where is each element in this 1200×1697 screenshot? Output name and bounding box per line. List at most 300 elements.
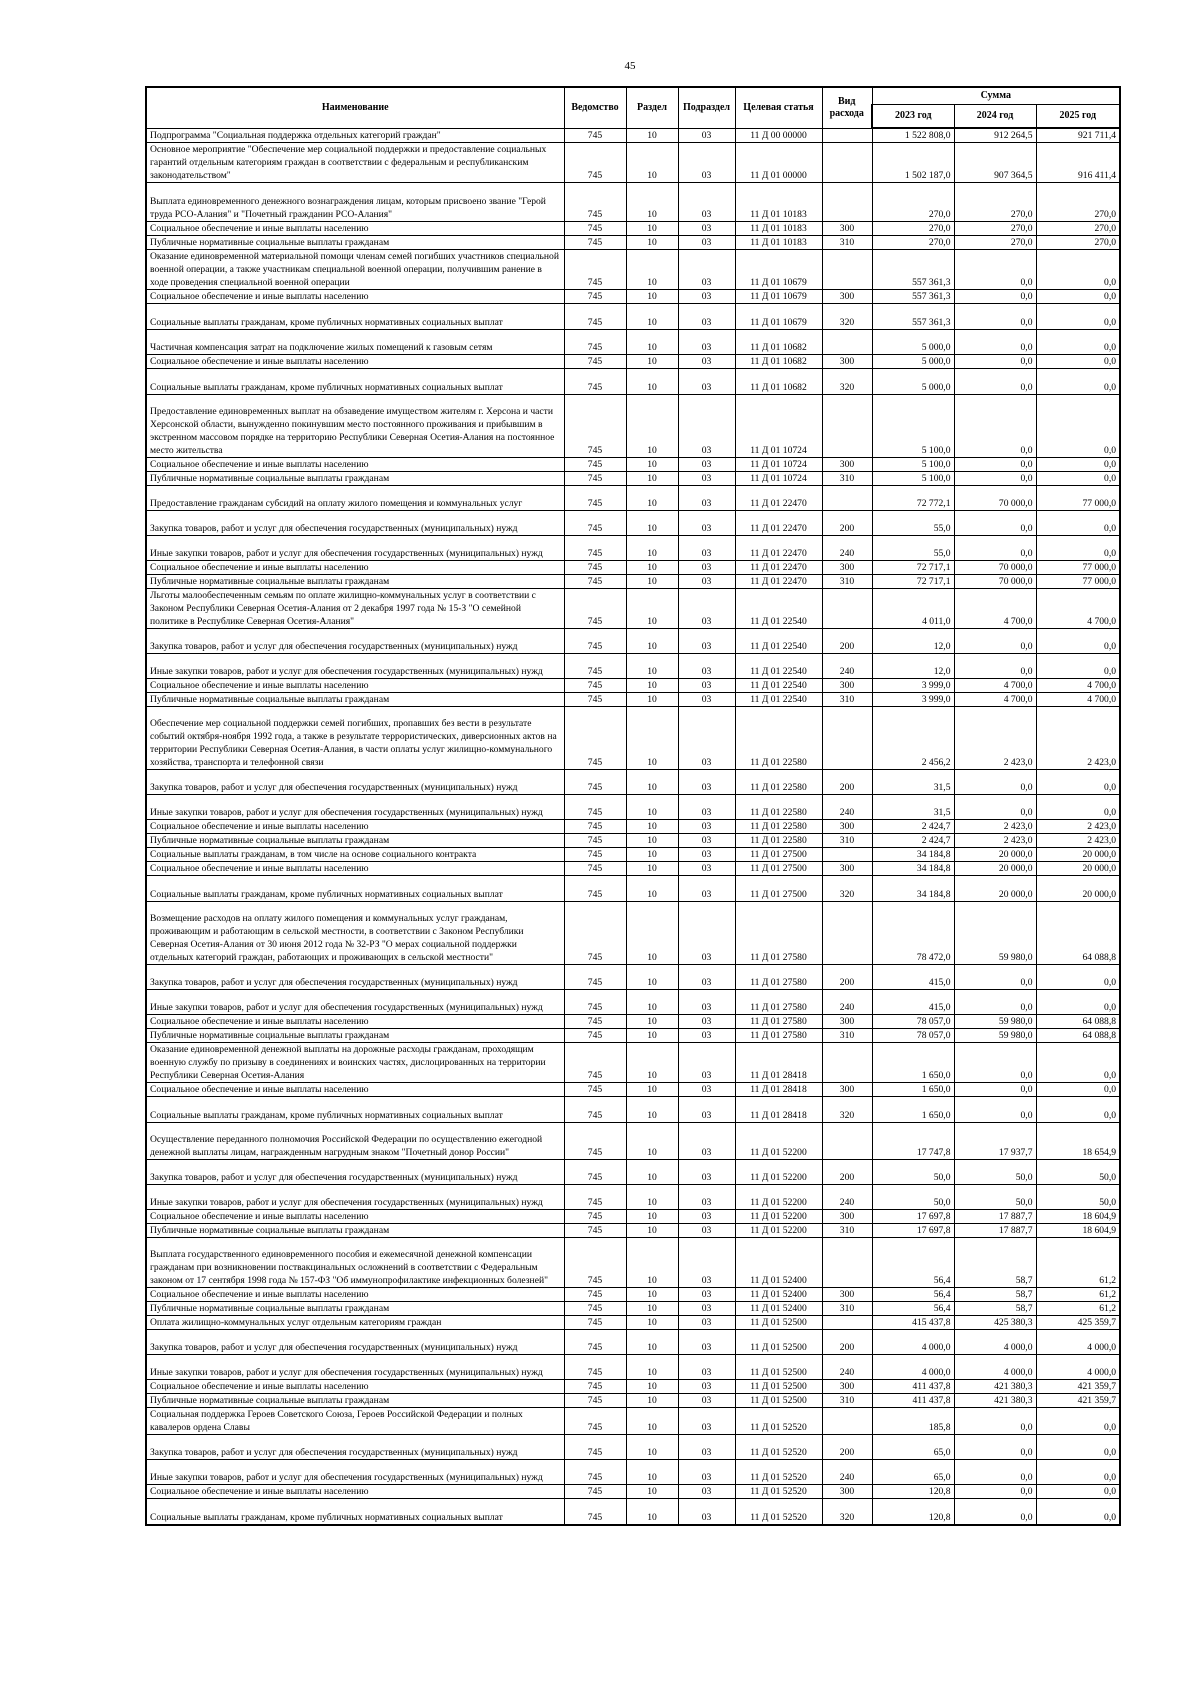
row-expense: 300 bbox=[822, 1288, 872, 1302]
row-sum-2023: 78 057,0 bbox=[872, 1015, 954, 1029]
row-subsection: 03 bbox=[678, 965, 735, 990]
table-row bbox=[146, 236, 1120, 250]
row-name: Социальное обеспечение и иные выплаты населению bbox=[146, 862, 564, 876]
row-expense: 200 bbox=[822, 1330, 872, 1355]
row-subsection: 03 bbox=[678, 679, 735, 693]
table-row bbox=[146, 707, 1120, 770]
table-row bbox=[146, 1123, 1120, 1160]
row-section: 10 bbox=[626, 1097, 678, 1123]
row-dept: 745 bbox=[564, 1499, 626, 1525]
row-section: 10 bbox=[626, 1394, 678, 1408]
row-sum-2024: 59 980,0 bbox=[954, 902, 1036, 965]
row-sum-2025: 0,0 bbox=[1036, 458, 1120, 472]
row-sum-2025: 270,0 bbox=[1036, 183, 1120, 222]
row-section: 10 bbox=[626, 1160, 678, 1185]
row-expense: 310 bbox=[822, 472, 872, 486]
row-sum-2024: 70 000,0 bbox=[954, 575, 1036, 589]
row-sum-2025: 0,0 bbox=[1036, 1097, 1120, 1123]
row-sum-2024: 20 000,0 bbox=[954, 876, 1036, 902]
row-sum-2025: 921 711,4 bbox=[1036, 128, 1120, 143]
row-sum-2024: 0,0 bbox=[954, 1083, 1036, 1097]
row-expense: 200 bbox=[822, 629, 872, 654]
row-target: 11 Д 01 22470 bbox=[735, 561, 822, 575]
row-sum-2023: 5 000,0 bbox=[872, 369, 954, 395]
row-sum-2025: 77 000,0 bbox=[1036, 486, 1120, 511]
row-dept: 745 bbox=[564, 1210, 626, 1224]
row-sum-2023: 5 000,0 bbox=[872, 330, 954, 355]
row-expense: 240 bbox=[822, 654, 872, 679]
row-expense bbox=[822, 848, 872, 862]
row-name: Закупка товаров, работ и услуг для обеспечения государственных (муниципальных) нужд bbox=[146, 629, 564, 654]
row-sum-2023: 55,0 bbox=[872, 536, 954, 561]
row-section: 10 bbox=[626, 395, 678, 458]
table-row bbox=[146, 965, 1120, 990]
row-sum-2024: 0,0 bbox=[954, 536, 1036, 561]
row-sum-2023: 557 361,3 bbox=[872, 250, 954, 290]
row-subsection: 03 bbox=[678, 355, 735, 369]
row-sum-2025: 0,0 bbox=[1036, 795, 1120, 820]
table-row bbox=[146, 1238, 1120, 1288]
row-expense: 240 bbox=[822, 1355, 872, 1380]
row-name: Социальные выплаты гражданам, кроме публичных нормативных социальных выплат bbox=[146, 304, 564, 330]
table-row bbox=[146, 355, 1120, 369]
row-section: 10 bbox=[626, 1288, 678, 1302]
row-sum-2025: 0,0 bbox=[1036, 472, 1120, 486]
row-sum-2023: 78 472,0 bbox=[872, 902, 954, 965]
row-sum-2025: 0,0 bbox=[1036, 1485, 1120, 1499]
row-section: 10 bbox=[626, 1355, 678, 1380]
row-sum-2023: 3 999,0 bbox=[872, 679, 954, 693]
row-expense: 310 bbox=[822, 1394, 872, 1408]
budget-table bbox=[145, 86, 1121, 1526]
row-sum-2023: 411 437,8 bbox=[872, 1394, 954, 1408]
row-section: 10 bbox=[626, 1015, 678, 1029]
row-sum-2025: 0,0 bbox=[1036, 770, 1120, 795]
row-subsection: 03 bbox=[678, 1210, 735, 1224]
header-subsection: Подраздел bbox=[678, 87, 735, 128]
row-sum-2023: 50,0 bbox=[872, 1160, 954, 1185]
row-dept: 745 bbox=[564, 1394, 626, 1408]
row-expense: 300 bbox=[822, 1083, 872, 1097]
row-sum-2024: 0,0 bbox=[954, 250, 1036, 290]
row-expense: 300 bbox=[822, 679, 872, 693]
row-name: Публичные нормативные социальные выплаты гражданам bbox=[146, 693, 564, 707]
row-expense: 240 bbox=[822, 1185, 872, 1210]
row-expense: 200 bbox=[822, 1160, 872, 1185]
table-row bbox=[146, 848, 1120, 862]
table-row bbox=[146, 1408, 1120, 1435]
row-expense: 300 bbox=[822, 820, 872, 834]
row-section: 10 bbox=[626, 128, 678, 143]
row-sum-2024: 0,0 bbox=[954, 654, 1036, 679]
row-sum-2023: 1 650,0 bbox=[872, 1097, 954, 1123]
row-expense: 300 bbox=[822, 561, 872, 575]
table-row bbox=[146, 589, 1120, 629]
row-expense: 300 bbox=[822, 290, 872, 304]
row-expense: 320 bbox=[822, 876, 872, 902]
table-row bbox=[146, 183, 1120, 222]
row-sum-2023: 5 100,0 bbox=[872, 395, 954, 458]
row-target: 11 Д 01 28418 bbox=[735, 1097, 822, 1123]
row-name: Закупка товаров, работ и услуг для обеспечения государственных (муниципальных) нужд bbox=[146, 1330, 564, 1355]
row-sum-2025: 0,0 bbox=[1036, 304, 1120, 330]
row-target: 11 Д 01 27500 bbox=[735, 848, 822, 862]
row-target: 11 Д 01 22580 bbox=[735, 795, 822, 820]
row-section: 10 bbox=[626, 1083, 678, 1097]
row-dept: 745 bbox=[564, 1097, 626, 1123]
row-dept: 745 bbox=[564, 848, 626, 862]
row-target: 11 Д 01 10679 bbox=[735, 304, 822, 330]
table-row bbox=[146, 1355, 1120, 1380]
row-section: 10 bbox=[626, 654, 678, 679]
row-target: 11 Д 01 22470 bbox=[735, 575, 822, 589]
row-section: 10 bbox=[626, 629, 678, 654]
row-section: 10 bbox=[626, 304, 678, 330]
row-target: 11 Д 01 22580 bbox=[735, 820, 822, 834]
header-section: Раздел bbox=[626, 87, 678, 128]
row-dept: 745 bbox=[564, 1015, 626, 1029]
row-target: 11 Д 01 10183 bbox=[735, 222, 822, 236]
page-number: 45 bbox=[624, 60, 636, 72]
row-section: 10 bbox=[626, 536, 678, 561]
row-dept: 745 bbox=[564, 536, 626, 561]
header-year-2023: 2023 год bbox=[872, 104, 954, 128]
header-dept: Ведомство bbox=[564, 87, 626, 128]
table-row bbox=[146, 1394, 1120, 1408]
row-sum-2024: 50,0 bbox=[954, 1160, 1036, 1185]
row-name: Основное мероприятие "Обеспечение мер социальной поддержки и предоставление социальных гарантий отдельным категориям граждан в соответствии с федеральным и республиканским законодательством" bbox=[146, 143, 564, 183]
row-sum-2024: 0,0 bbox=[954, 990, 1036, 1015]
row-subsection: 03 bbox=[678, 1160, 735, 1185]
row-name: Публичные нормативные социальные выплаты гражданам bbox=[146, 834, 564, 848]
row-sum-2024: 0,0 bbox=[954, 1408, 1036, 1435]
row-dept: 745 bbox=[564, 1485, 626, 1499]
table-row bbox=[146, 795, 1120, 820]
row-target: 11 Д 01 10682 bbox=[735, 369, 822, 395]
row-dept: 745 bbox=[564, 290, 626, 304]
row-sum-2025: 0,0 bbox=[1036, 511, 1120, 536]
row-subsection: 03 bbox=[678, 250, 735, 290]
row-subsection: 03 bbox=[678, 330, 735, 355]
table-row bbox=[146, 629, 1120, 654]
row-sum-2025: 4 700,0 bbox=[1036, 693, 1120, 707]
row-sum-2024: 0,0 bbox=[954, 304, 1036, 330]
row-subsection: 03 bbox=[678, 902, 735, 965]
row-name: Выплата государственного единовременного пособия и ежемесячной денежной компенсации гражданам при возникновении поствакцинальных осложнений в соответствии с Федеральным законом от 17 сентября 1998 года № 157-ФЗ "Об иммунопрофилактике инфекционных болезней" bbox=[146, 1238, 564, 1288]
row-sum-2025: 18 654,9 bbox=[1036, 1123, 1120, 1160]
row-name: Осуществление переданного полномочия Российской Федерации по осуществлению ежегодной денежной выплаты лицам, награжденным нагрудным знаком "Почетный донор России" bbox=[146, 1123, 564, 1160]
row-section: 10 bbox=[626, 250, 678, 290]
row-name: Социальное обеспечение и иные выплаты населению bbox=[146, 1210, 564, 1224]
row-sum-2024: 4 000,0 bbox=[954, 1330, 1036, 1355]
row-target: 11 Д 01 22580 bbox=[735, 770, 822, 795]
row-sum-2023: 557 361,3 bbox=[872, 304, 954, 330]
row-dept: 745 bbox=[564, 876, 626, 902]
row-subsection: 03 bbox=[678, 770, 735, 795]
row-sum-2024: 2 423,0 bbox=[954, 834, 1036, 848]
row-sum-2025: 0,0 bbox=[1036, 1460, 1120, 1485]
row-sum-2024: 4 700,0 bbox=[954, 693, 1036, 707]
row-section: 10 bbox=[626, 458, 678, 472]
row-target: 11 Д 01 27500 bbox=[735, 862, 822, 876]
row-sum-2025: 77 000,0 bbox=[1036, 561, 1120, 575]
row-expense bbox=[822, 902, 872, 965]
row-sum-2024: 270,0 bbox=[954, 222, 1036, 236]
row-dept: 745 bbox=[564, 304, 626, 330]
row-section: 10 bbox=[626, 965, 678, 990]
row-name: Публичные нормативные социальные выплаты гражданам bbox=[146, 236, 564, 250]
row-sum-2025: 61,2 bbox=[1036, 1302, 1120, 1316]
row-dept: 745 bbox=[564, 395, 626, 458]
row-name: Социальное обеспечение и иные выплаты населению bbox=[146, 222, 564, 236]
row-sum-2025: 4 700,0 bbox=[1036, 589, 1120, 629]
row-section: 10 bbox=[626, 183, 678, 222]
row-sum-2023: 17 697,8 bbox=[872, 1224, 954, 1238]
row-expense: 310 bbox=[822, 693, 872, 707]
row-subsection: 03 bbox=[678, 128, 735, 143]
row-name: Частичная компенсация затрат на подключение жилых помещений к газовым сетям bbox=[146, 330, 564, 355]
table-row bbox=[146, 330, 1120, 355]
row-dept: 745 bbox=[564, 1123, 626, 1160]
row-target: 11 Д 01 10682 bbox=[735, 330, 822, 355]
row-sum-2025: 50,0 bbox=[1036, 1185, 1120, 1210]
row-name: Социальное обеспечение и иные выплаты населению bbox=[146, 820, 564, 834]
table-row bbox=[146, 990, 1120, 1015]
row-name: Оплата жилищно-коммунальных услуг отдельным категориям граждан bbox=[146, 1316, 564, 1330]
row-section: 10 bbox=[626, 561, 678, 575]
row-sum-2024: 20 000,0 bbox=[954, 848, 1036, 862]
table-row bbox=[146, 820, 1120, 834]
row-dept: 745 bbox=[564, 834, 626, 848]
header-year-2024: 2024 год bbox=[954, 104, 1036, 128]
table-row bbox=[146, 304, 1120, 330]
row-sum-2024: 58,7 bbox=[954, 1302, 1036, 1316]
row-target: 11 Д 01 00000 bbox=[735, 143, 822, 183]
row-sum-2024: 58,7 bbox=[954, 1288, 1036, 1302]
row-sum-2025: 0,0 bbox=[1036, 536, 1120, 561]
row-name: Социальное обеспечение и иные выплаты населению bbox=[146, 1485, 564, 1499]
row-dept: 745 bbox=[564, 795, 626, 820]
row-sum-2025: 0,0 bbox=[1036, 1043, 1120, 1083]
row-expense: 310 bbox=[822, 834, 872, 848]
table-row bbox=[146, 679, 1120, 693]
row-expense: 240 bbox=[822, 1460, 872, 1485]
row-expense bbox=[822, 395, 872, 458]
row-sum-2025: 0,0 bbox=[1036, 395, 1120, 458]
row-dept: 745 bbox=[564, 355, 626, 369]
row-subsection: 03 bbox=[678, 1302, 735, 1316]
row-sum-2023: 34 184,8 bbox=[872, 876, 954, 902]
row-target: 11 Д 01 22540 bbox=[735, 589, 822, 629]
row-section: 10 bbox=[626, 990, 678, 1015]
row-name: Социальные выплаты гражданам, кроме публичных нормативных социальных выплат bbox=[146, 1097, 564, 1123]
row-expense bbox=[822, 1316, 872, 1330]
row-sum-2025: 0,0 bbox=[1036, 1499, 1120, 1525]
row-section: 10 bbox=[626, 1238, 678, 1288]
table-row bbox=[146, 395, 1120, 458]
table-row bbox=[146, 654, 1120, 679]
row-dept: 745 bbox=[564, 1460, 626, 1485]
row-sum-2023: 78 057,0 bbox=[872, 1029, 954, 1043]
row-dept: 745 bbox=[564, 693, 626, 707]
row-section: 10 bbox=[626, 1043, 678, 1083]
row-name: Публичные нормативные социальные выплаты гражданам bbox=[146, 1302, 564, 1316]
row-dept: 745 bbox=[564, 511, 626, 536]
table-row bbox=[146, 486, 1120, 511]
row-sum-2023: 270,0 bbox=[872, 222, 954, 236]
row-section: 10 bbox=[626, 834, 678, 848]
row-name: Публичные нормативные социальные выплаты гражданам bbox=[146, 1029, 564, 1043]
row-section: 10 bbox=[626, 1460, 678, 1485]
row-expense: 310 bbox=[822, 1224, 872, 1238]
row-subsection: 03 bbox=[678, 222, 735, 236]
row-target: 11 Д 01 27580 bbox=[735, 902, 822, 965]
row-sum-2023: 1 522 808,0 bbox=[872, 128, 954, 143]
row-sum-2023: 17 747,8 bbox=[872, 1123, 954, 1160]
row-sum-2023: 1 650,0 bbox=[872, 1043, 954, 1083]
row-section: 10 bbox=[626, 770, 678, 795]
row-sum-2024: 0,0 bbox=[954, 330, 1036, 355]
row-subsection: 03 bbox=[678, 1015, 735, 1029]
row-sum-2024: 0,0 bbox=[954, 458, 1036, 472]
row-subsection: 03 bbox=[678, 575, 735, 589]
row-dept: 745 bbox=[564, 486, 626, 511]
row-section: 10 bbox=[626, 902, 678, 965]
row-dept: 745 bbox=[564, 236, 626, 250]
row-subsection: 03 bbox=[678, 511, 735, 536]
row-section: 10 bbox=[626, 369, 678, 395]
row-sum-2025: 0,0 bbox=[1036, 965, 1120, 990]
row-subsection: 03 bbox=[678, 629, 735, 654]
row-sum-2024: 421 380,3 bbox=[954, 1380, 1036, 1394]
row-sum-2025: 0,0 bbox=[1036, 290, 1120, 304]
row-target: 11 Д 01 10679 bbox=[735, 290, 822, 304]
row-subsection: 03 bbox=[678, 1330, 735, 1355]
row-sum-2024: 4 700,0 bbox=[954, 589, 1036, 629]
row-name: Публичные нормативные социальные выплаты гражданам bbox=[146, 575, 564, 589]
table-row bbox=[146, 222, 1120, 236]
row-section: 10 bbox=[626, 1302, 678, 1316]
row-subsection: 03 bbox=[678, 707, 735, 770]
row-name: Предоставление гражданам субсидий на оплату жилого помещения и коммунальных услуг bbox=[146, 486, 564, 511]
row-expense: 300 bbox=[822, 222, 872, 236]
row-sum-2024: 270,0 bbox=[954, 236, 1036, 250]
row-expense bbox=[822, 1123, 872, 1160]
row-expense bbox=[822, 183, 872, 222]
row-expense: 310 bbox=[822, 575, 872, 589]
row-name: Публичные нормативные социальные выплаты гражданам bbox=[146, 1394, 564, 1408]
row-name: Социальное обеспечение и иные выплаты населению bbox=[146, 1380, 564, 1394]
row-section: 10 bbox=[626, 1435, 678, 1460]
row-sum-2024: 70 000,0 bbox=[954, 486, 1036, 511]
row-sum-2025: 0,0 bbox=[1036, 1435, 1120, 1460]
row-subsection: 03 bbox=[678, 486, 735, 511]
row-name: Выплата единовременного денежного вознаграждения лицам, которым присвоено звание "Герой труда РСО-Алания" и "Почетный гражданин РСО-Алания" bbox=[146, 183, 564, 222]
row-sum-2024: 425 380,3 bbox=[954, 1316, 1036, 1330]
table-row bbox=[146, 128, 1120, 143]
row-sum-2023: 415 437,8 bbox=[872, 1316, 954, 1330]
table-row bbox=[146, 1302, 1120, 1316]
row-dept: 745 bbox=[564, 1316, 626, 1330]
table-row bbox=[146, 561, 1120, 575]
table-row bbox=[146, 1043, 1120, 1083]
row-target: 11 Д 01 52520 bbox=[735, 1485, 822, 1499]
row-dept: 745 bbox=[564, 143, 626, 183]
row-sum-2023: 270,0 bbox=[872, 183, 954, 222]
table-row bbox=[146, 876, 1120, 902]
row-name: Закупка товаров, работ и услуг для обеспечения государственных (муниципальных) нужд bbox=[146, 1160, 564, 1185]
row-subsection: 03 bbox=[678, 1499, 735, 1525]
row-section: 10 bbox=[626, 472, 678, 486]
table-row bbox=[146, 834, 1120, 848]
row-sum-2024: 20 000,0 bbox=[954, 862, 1036, 876]
row-target: 11 Д 01 10724 bbox=[735, 458, 822, 472]
row-sum-2024: 59 980,0 bbox=[954, 1029, 1036, 1043]
row-sum-2025: 0,0 bbox=[1036, 330, 1120, 355]
row-section: 10 bbox=[626, 795, 678, 820]
row-subsection: 03 bbox=[678, 834, 735, 848]
row-sum-2024: 0,0 bbox=[954, 369, 1036, 395]
row-sum-2023: 2 424,7 bbox=[872, 834, 954, 848]
row-name: Социальное обеспечение и иные выплаты населению bbox=[146, 1015, 564, 1029]
row-sum-2023: 4 000,0 bbox=[872, 1330, 954, 1355]
header-name: Наименование bbox=[146, 87, 564, 128]
row-subsection: 03 bbox=[678, 1224, 735, 1238]
row-sum-2024: 0,0 bbox=[954, 472, 1036, 486]
row-expense: 200 bbox=[822, 1435, 872, 1460]
row-section: 10 bbox=[626, 143, 678, 183]
row-dept: 745 bbox=[564, 1029, 626, 1043]
row-section: 10 bbox=[626, 1499, 678, 1525]
row-sum-2024: 0,0 bbox=[954, 629, 1036, 654]
row-sum-2023: 4 000,0 bbox=[872, 1355, 954, 1380]
row-sum-2023: 34 184,8 bbox=[872, 848, 954, 862]
row-sum-2023: 3 999,0 bbox=[872, 693, 954, 707]
row-name: Оказание единовременной денежной выплаты на дорожные расходы гражданам, проходящим военную службу по призыву в соединениях и воинских частях, дислоцированных на территории Республики Северная Осетия-Алания bbox=[146, 1043, 564, 1083]
table-row bbox=[146, 1185, 1120, 1210]
row-section: 10 bbox=[626, 876, 678, 902]
row-sum-2023: 415,0 bbox=[872, 965, 954, 990]
row-sum-2024: 4 000,0 bbox=[954, 1355, 1036, 1380]
table-row bbox=[146, 1460, 1120, 1485]
table-row bbox=[146, 290, 1120, 304]
row-sum-2024: 59 980,0 bbox=[954, 1015, 1036, 1029]
row-subsection: 03 bbox=[678, 472, 735, 486]
row-sum-2025: 0,0 bbox=[1036, 1408, 1120, 1435]
row-subsection: 03 bbox=[678, 654, 735, 679]
table-row bbox=[146, 536, 1120, 561]
row-subsection: 03 bbox=[678, 1083, 735, 1097]
row-sum-2024: 0,0 bbox=[954, 395, 1036, 458]
row-sum-2024: 2 423,0 bbox=[954, 707, 1036, 770]
row-sum-2023: 1 650,0 bbox=[872, 1083, 954, 1097]
row-sum-2024: 0,0 bbox=[954, 770, 1036, 795]
row-sum-2024: 4 700,0 bbox=[954, 679, 1036, 693]
table-row bbox=[146, 1160, 1120, 1185]
row-dept: 745 bbox=[564, 1043, 626, 1083]
row-sum-2023: 72 717,1 bbox=[872, 575, 954, 589]
row-sum-2025: 50,0 bbox=[1036, 1160, 1120, 1185]
row-dept: 745 bbox=[564, 561, 626, 575]
row-sum-2023: 4 011,0 bbox=[872, 589, 954, 629]
row-sum-2023: 557 361,3 bbox=[872, 290, 954, 304]
row-dept: 745 bbox=[564, 1330, 626, 1355]
row-expense bbox=[822, 1408, 872, 1435]
row-section: 10 bbox=[626, 693, 678, 707]
row-target: 11 Д 01 28418 bbox=[735, 1043, 822, 1083]
row-sum-2023: 5 000,0 bbox=[872, 355, 954, 369]
row-expense bbox=[822, 128, 872, 143]
